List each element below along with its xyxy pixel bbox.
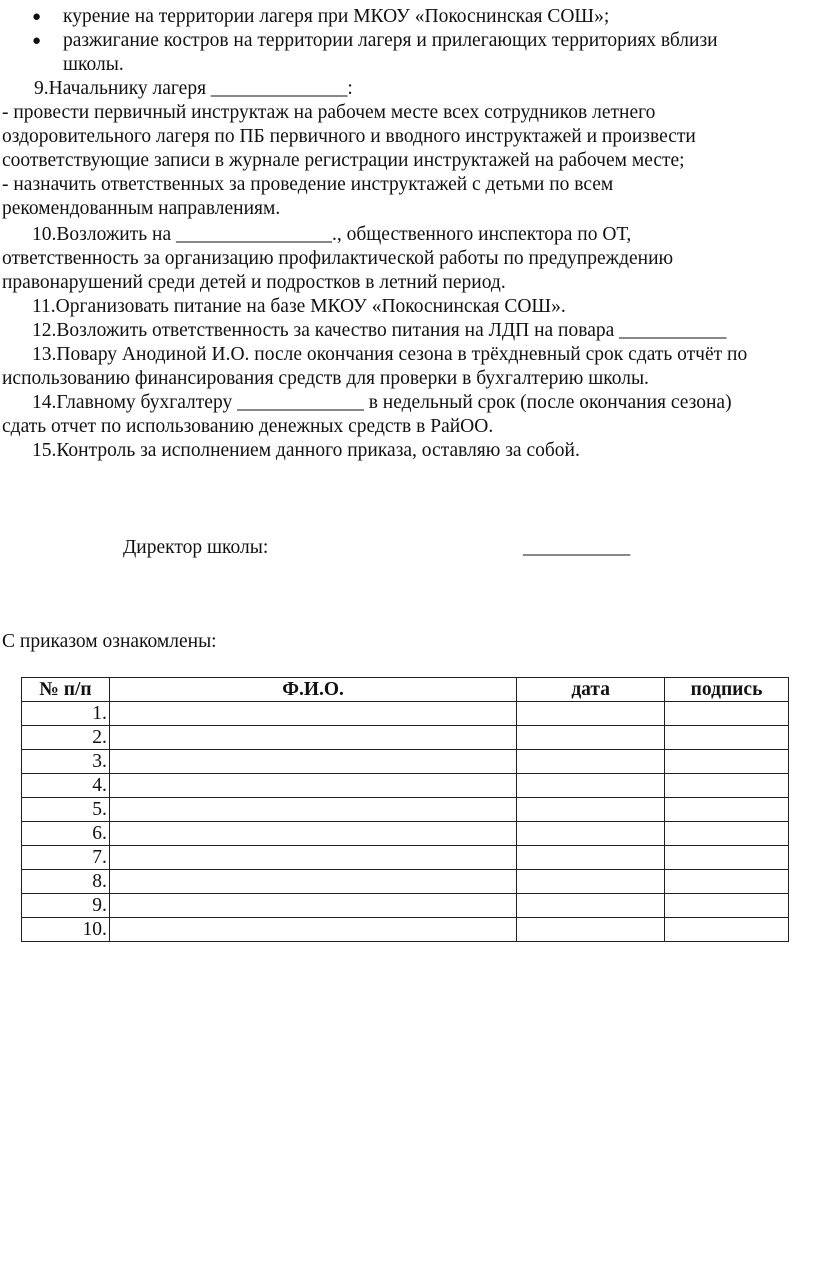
row-number: 6. bbox=[22, 822, 110, 846]
date-cell[interactable] bbox=[517, 870, 665, 894]
name-cell[interactable] bbox=[109, 918, 516, 942]
item-first-line: 14.Главному бухгалтеру _____________ в недельный срок (после окончания сезона) bbox=[32, 392, 732, 413]
table-row bbox=[22, 918, 789, 942]
item-line: - провести первичный инструктаж на рабочем месте всех сотрудников летнего bbox=[2, 102, 656, 123]
row-number: 1. bbox=[22, 702, 110, 726]
director-signature-label: Директор школы: bbox=[123, 537, 269, 558]
table-row bbox=[22, 798, 789, 822]
order-item-11 bbox=[2, 295, 814, 319]
row-number: 5. bbox=[22, 798, 110, 822]
table-row bbox=[22, 894, 789, 918]
row-number: 8. bbox=[22, 870, 110, 894]
prohibitions-list bbox=[0, 5, 816, 77]
column-header-name: Ф.И.О. bbox=[109, 678, 516, 702]
row-number: 9. bbox=[22, 894, 110, 918]
signature-cell[interactable] bbox=[665, 822, 789, 846]
item-text: 12.Возложить ответственность за качество питания на ЛДП на повара ___________ bbox=[32, 320, 727, 341]
item-first-line: 10.Возложить на ________________., общественного инспектора по ОТ, bbox=[32, 224, 632, 245]
list-item bbox=[0, 29, 783, 77]
table-row bbox=[22, 870, 789, 894]
bullet-icon: ● bbox=[32, 9, 42, 25]
item-line: сдать отчет по использованию денежных средств в РайОО. bbox=[2, 416, 494, 437]
item-line: - назначить ответственных за проведение инструктажей с детьми по всем bbox=[2, 174, 614, 195]
signature-cell[interactable] bbox=[665, 750, 789, 774]
order-item-10 bbox=[2, 223, 814, 295]
item-line: правонарушений среди детей и подростков в летний период. bbox=[2, 272, 506, 293]
order-item-14 bbox=[2, 391, 814, 439]
item-first-line: 13.Повару Анодиной И.О. после окончания сезона в трёхдневный срок сдать отчёт по bbox=[32, 344, 748, 365]
list-item bbox=[0, 5, 783, 29]
signature-cell[interactable] bbox=[665, 702, 789, 726]
column-header-number: № п/п bbox=[22, 678, 110, 702]
item-heading: 9.Начальнику лагеря ______________: bbox=[34, 78, 353, 99]
name-cell[interactable] bbox=[109, 702, 516, 726]
name-cell[interactable] bbox=[109, 870, 516, 894]
column-header-signature: подпись bbox=[665, 678, 789, 702]
date-cell[interactable] bbox=[517, 726, 665, 750]
row-number: 3. bbox=[22, 750, 110, 774]
name-cell[interactable] bbox=[109, 894, 516, 918]
order-item-13 bbox=[2, 343, 814, 391]
name-cell[interactable] bbox=[109, 798, 516, 822]
name-cell[interactable] bbox=[109, 774, 516, 798]
signature-cell[interactable] bbox=[665, 894, 789, 918]
table-row bbox=[22, 774, 789, 798]
name-cell[interactable] bbox=[109, 726, 516, 750]
order-item-12 bbox=[2, 319, 814, 343]
item-line: использованию финансирования средств для проверки в бухгалтерию школы. bbox=[2, 368, 649, 389]
bullet-icon: ● bbox=[32, 33, 42, 49]
row-number: 2. bbox=[22, 726, 110, 750]
table-header-row bbox=[22, 678, 789, 702]
date-cell[interactable] bbox=[517, 894, 665, 918]
table-row bbox=[22, 822, 789, 846]
item-line: рекомендованным направлениям. bbox=[2, 198, 281, 219]
date-cell[interactable] bbox=[517, 774, 665, 798]
order-item-9 bbox=[2, 77, 814, 221]
table-row bbox=[22, 726, 789, 750]
item-line: соответствующие записи в журнале регистрации инструктажей на рабочем месте; bbox=[2, 150, 685, 171]
name-cell[interactable] bbox=[109, 750, 516, 774]
date-cell[interactable] bbox=[517, 798, 665, 822]
list-item-text: курение на территории лагеря при МКОУ «Покоснинская СОШ»; bbox=[63, 6, 610, 27]
date-cell[interactable] bbox=[517, 750, 665, 774]
row-number: 10. bbox=[22, 918, 110, 942]
signature-cell[interactable] bbox=[665, 918, 789, 942]
director-signature-line: ___________ bbox=[523, 537, 631, 558]
acknowledgement-heading: С приказом ознакомлены: bbox=[2, 631, 217, 652]
date-cell[interactable] bbox=[517, 918, 665, 942]
signature-cell[interactable] bbox=[665, 798, 789, 822]
row-number: 4. bbox=[22, 774, 110, 798]
row-number: 7. bbox=[22, 846, 110, 870]
table-row bbox=[22, 750, 789, 774]
date-cell[interactable] bbox=[517, 822, 665, 846]
column-header-date: дата bbox=[517, 678, 665, 702]
signature-cell[interactable] bbox=[665, 726, 789, 750]
acknowledgement-table bbox=[21, 677, 789, 942]
item-line: ответственность за организацию профилактической работы по предупреждению bbox=[2, 248, 674, 269]
item-text: 15.Контроль за исполнением данного приказа, оставляю за собой. bbox=[32, 440, 580, 461]
name-cell[interactable] bbox=[109, 846, 516, 870]
date-cell[interactable] bbox=[517, 846, 665, 870]
table-row bbox=[22, 846, 789, 870]
order-item-15 bbox=[2, 439, 814, 463]
signature-cell[interactable] bbox=[665, 846, 789, 870]
date-cell[interactable] bbox=[517, 702, 665, 726]
list-item-text: разжигание костров на территории лагеря и прилегающих территориях вблизи школы. bbox=[63, 30, 718, 75]
signature-cell[interactable] bbox=[665, 774, 789, 798]
name-cell[interactable] bbox=[109, 822, 516, 846]
item-text: 11.Организовать питание на базе МКОУ «Покоснинская СОШ». bbox=[32, 296, 566, 317]
signature-cell[interactable] bbox=[665, 870, 789, 894]
table-row bbox=[22, 702, 789, 726]
item-line: оздоровительного лагеря по ПБ первичного и вводного инструктажей и произвести bbox=[2, 126, 696, 147]
